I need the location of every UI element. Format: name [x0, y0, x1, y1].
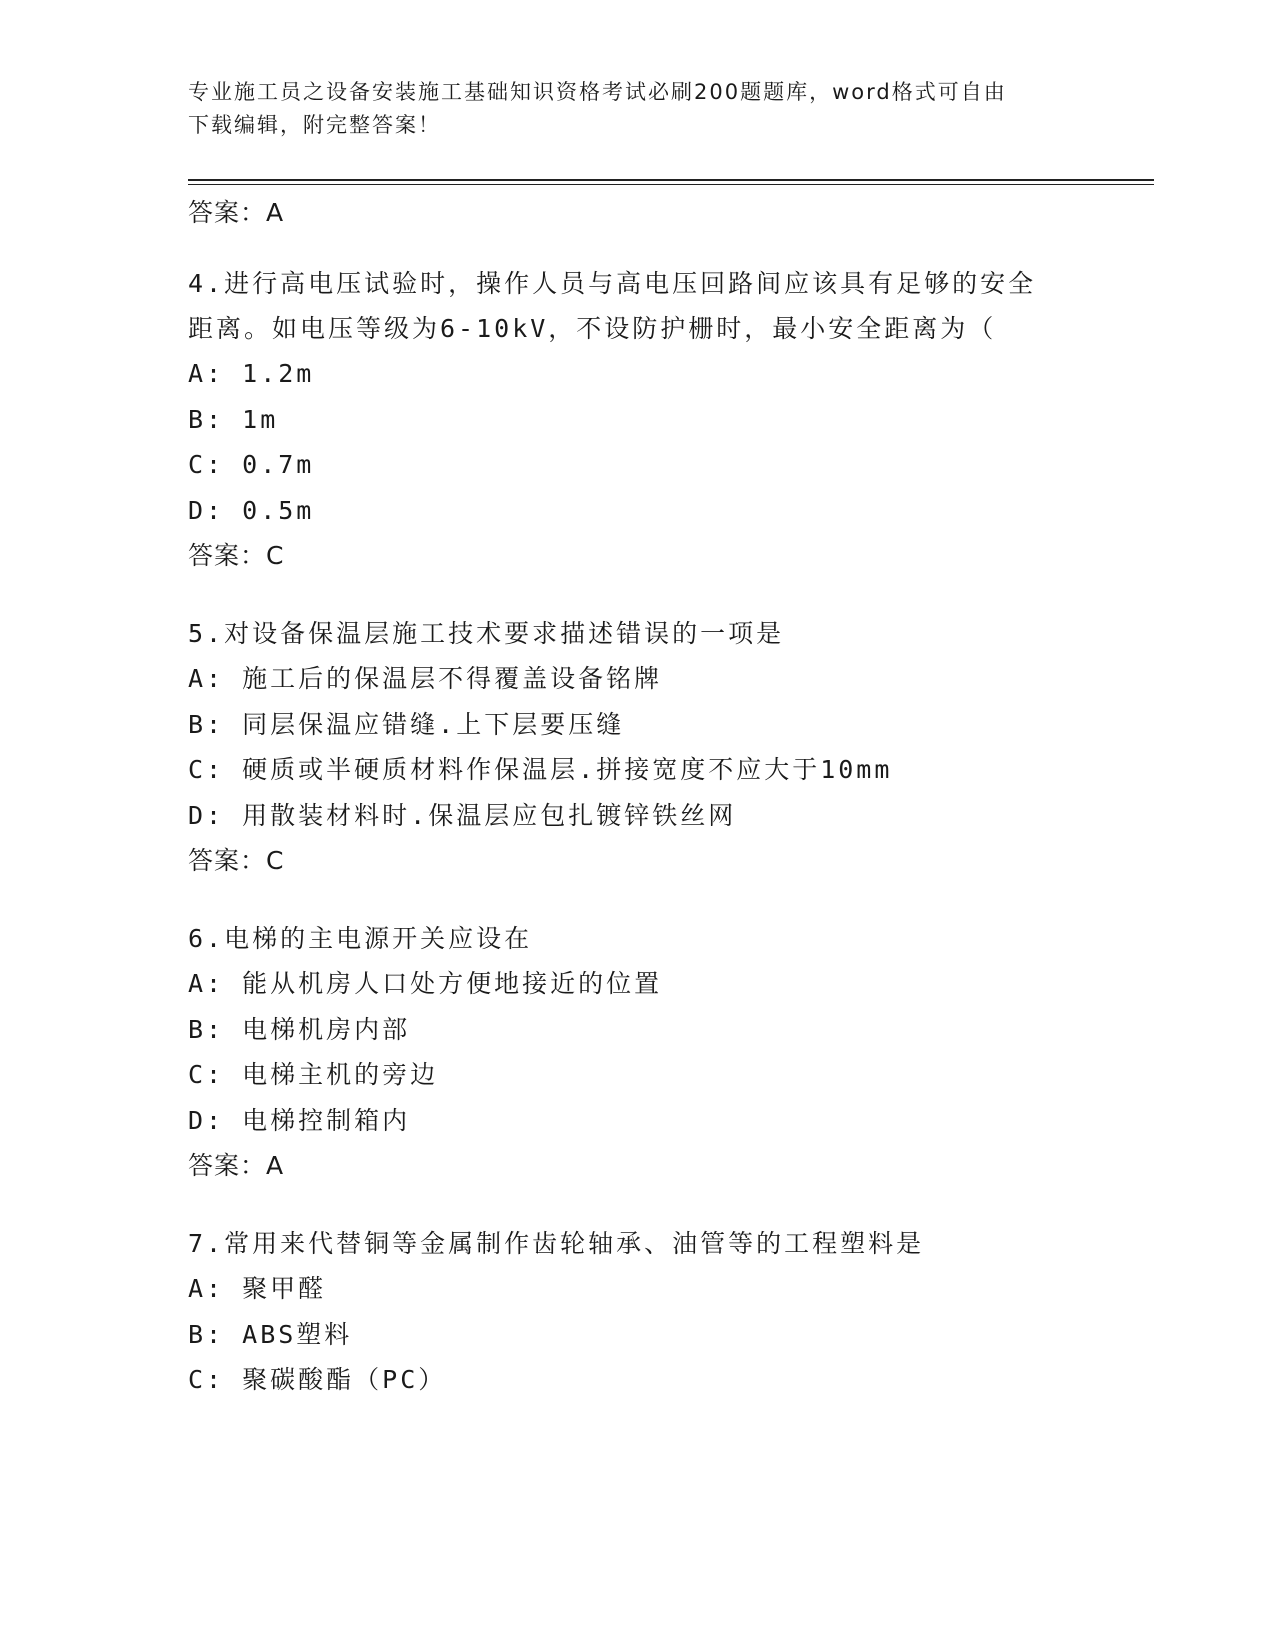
answer-label: 答案：A	[188, 1151, 285, 1180]
option-b: B: 电梯机房内部	[188, 1014, 411, 1044]
question-7	[188, 1221, 1088, 1403]
option-b: B: 1m	[188, 404, 279, 434]
header-line-1: 专业施工员之设备安装施工基础知识资格考试必刷200题题库，word格式可自由	[188, 80, 1007, 104]
option-a: A: 能从机房人口处方便地接近的位置	[188, 969, 663, 998]
option-b: B: ABS塑料	[188, 1319, 353, 1349]
option-c: C: 0.7m	[188, 450, 315, 479]
answer-label: 答案：C	[188, 541, 285, 570]
header-rule-thick	[188, 179, 1154, 181]
question-text: 7.常用来代替铜等金属制作齿轮轴承、油管等的工程塑料是	[188, 1229, 925, 1258]
question-4	[188, 261, 1088, 578]
question-text: 4.进行高电压试验时，操作人员与高电压回路间应该具有足够的安全	[188, 269, 1037, 298]
option-b: B: 同层保温应错缝.上下层要压缝	[188, 709, 625, 739]
option-d: D: 电梯控制箱内	[188, 1105, 411, 1135]
question-text: 6.电梯的主电源开关应设在	[188, 924, 533, 953]
answer-label: 答案：A	[188, 198, 285, 227]
header-rule-thin	[188, 184, 1154, 185]
option-c: C: 电梯主机的旁边	[188, 1060, 439, 1089]
question-text: 距离。如电压等级为6-10kV，不设防护栅时，最小安全距离为（	[188, 314, 997, 343]
question-5	[188, 611, 1088, 883]
option-a: A: 聚甲醛	[188, 1274, 327, 1303]
question-text: 5.对设备保温层施工技术要求描述错误的一项是	[188, 619, 785, 648]
answer-label: 答案：C	[188, 846, 285, 875]
option-a: A: 施工后的保温层不得覆盖设备铭牌	[188, 664, 663, 693]
option-a: A: 1.2m	[188, 359, 315, 388]
option-c: C: 聚碳酸酯（PC）	[188, 1365, 447, 1394]
option-c: C: 硬质或半硬质材料作保温层.拼接宽度不应大于10mm	[188, 755, 893, 784]
option-d: D: 0.5m	[188, 495, 315, 525]
document-header	[188, 76, 1088, 142]
question-6	[188, 916, 1088, 1188]
question-list	[188, 190, 1088, 1403]
header-line-2: 下载编辑，附完整答案！	[188, 113, 441, 137]
option-d: D: 用散装材料时.保温层应包扎镀锌铁丝网	[188, 800, 737, 830]
